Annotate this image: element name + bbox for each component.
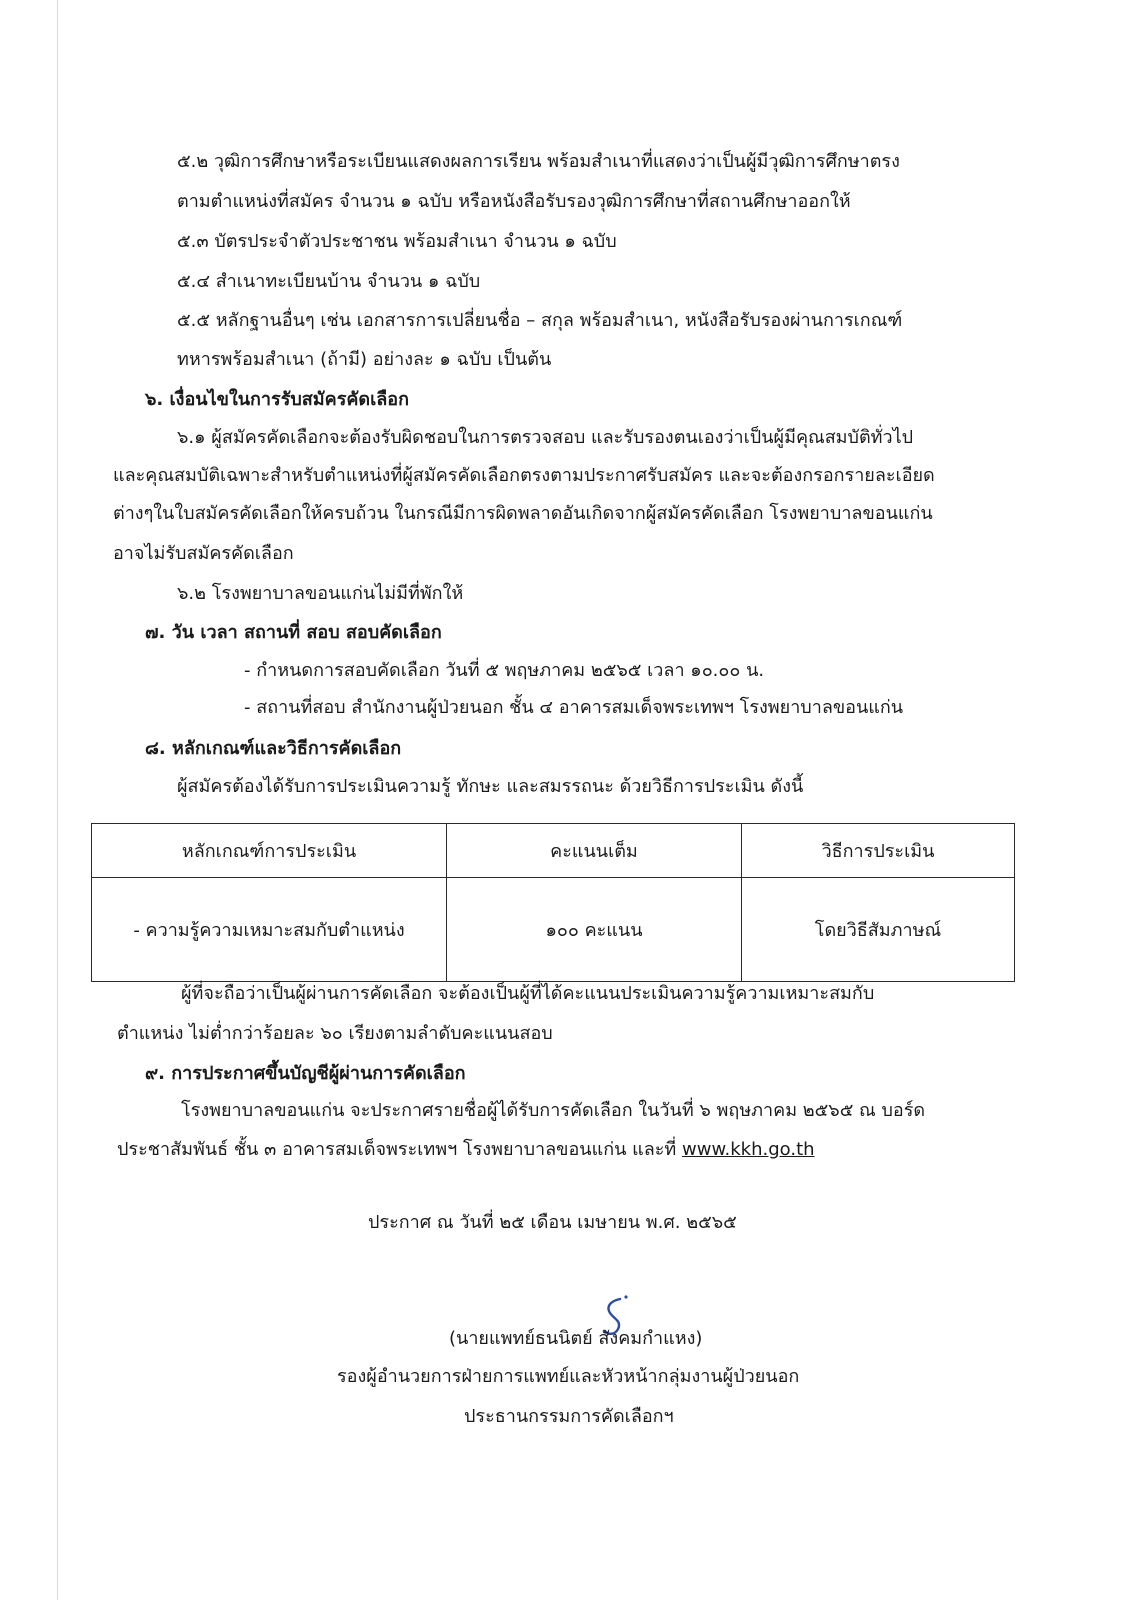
section-7-heading: ๗. วัน เวลา สถานที่ สอบ สอบคัดเลือก	[145, 622, 442, 643]
item-6-1-line-2: และคุณสมบัติเฉพาะสำหรับตำแหน่งที่ผู้สมัครคัดเลือกตรงตามประกาศรับสมัคร และจะต้องกรอกรายละเอียด	[113, 465, 935, 486]
table-header-row	[92, 824, 1015, 878]
website-link[interactable]: www.kkh.go.th	[682, 1139, 815, 1160]
item-5-3: ๕.๓ บัตรประจำตัวประชาชน พร้อมสำเนา จำนวน ๑ ฉบับ	[177, 231, 617, 252]
section-9-heading: ๙. การประกาศขึ้นบัญชีผู้ผ่านการคัดเลือก	[145, 1063, 466, 1084]
item-5-2-line-2: ตามตำแหน่งที่สมัคร จำนวน ๑ ฉบับ หรือหนังสือรับรองวุฒิการศึกษาที่สถานศึกษาออกให้	[177, 191, 851, 212]
item-5-2-line-1: ๕.๒ วุฒิการศึกษาหรือระเบียนแสดงผลการเรียน พร้อมสำเนาที่แสดงว่าเป็นผู้มีวุฒิการศึกษาตรง	[177, 151, 900, 172]
item-5-5-line-2: ทหารพร้อมสำเนา (ถ้ามี) อย่างละ ๑ ฉบับ เป็นต้น	[177, 349, 552, 370]
signatory-role: ประธานกรรมการคัดเลือกฯ	[464, 1406, 674, 1427]
assessment-intro: ผู้สมัครต้องได้รับการประเมินความรู้ ทักษะ และสมรรถนะ ด้วยวิธีการประเมิน ดังนี้	[177, 776, 804, 797]
scan-margin-line	[57, 0, 58, 1600]
signatory-position: รองผู้อำนวยการฝ่ายการแพทย์และหัวหน้ากลุ่มงานผู้ป่วยนอก	[337, 1366, 800, 1387]
cell-method: โดยวิธีสัมภาษณ์	[742, 878, 1015, 982]
announcement-line-2	[117, 1136, 815, 1164]
item-5-5-line-1: ๕.๕ หลักฐานอื่นๆ เช่น เอกสารการเปลี่ยนชื่อ – สกุล พร้อมสำเนา, หนังสือรับรองผ่านการเกณฑ์	[177, 310, 903, 331]
signatory-name: (นายแพทย์ธนนิตย์ สังคมกำแหง)	[449, 1328, 703, 1349]
exam-schedule: - กำหนดการสอบคัดเลือก วันที่ ๕ พฤษภาคม ๒๕๖๕ เวลา ๑๐.๐๐ น.	[244, 660, 765, 681]
header-method: วิธีการประเมิน	[742, 824, 1015, 878]
pass-criteria-line-1: ผู้ที่จะถือว่าเป็นผู้ผ่านการคัดเลือก จะต้องเป็นผู้ที่ได้คะแนนประเมินความรู้ความเหมาะสมกับ	[181, 983, 875, 1004]
cell-criteria: - ความรู้ความเหมาะสมกับตำแหน่ง	[92, 878, 447, 982]
item-6-1-line-3: ต่างๆในใบสมัครคัดเลือกให้ครบถ้วน ในกรณีมีการผิดพลาดอันเกิดจากผู้สมัครคัดเลือก โรงพยาบาลขอนแก่น	[113, 503, 933, 524]
item-6-2: ๖.๒ โรงพยาบาลขอนแก่นไม่มีที่พักให้	[177, 583, 464, 604]
pass-criteria-line-2: ตำแหน่ง ไม่ต่ำกว่าร้อยละ ๖๐ เรียงตามลำดับคะแนนสอบ	[117, 1023, 553, 1044]
section-6-heading: ๖. เงื่อนไขในการรับสมัครคัดเลือก	[145, 389, 409, 410]
announcement-line-1: โรงพยาบาลขอนแก่น จะประกาศรายชื่อผู้ได้รับการคัดเลือก ในวันที่ ๖ พฤษภาคม ๒๕๖๕ ณ บอร์ด	[181, 1100, 926, 1121]
exam-location: - สถานที่สอบ สำนักงานผู้ป่วยนอก ชั้น ๔ อาคารสมเด็จพระเทพฯ โรงพยาบาลขอนแก่น	[244, 697, 904, 718]
assessment-criteria-table	[91, 823, 1015, 982]
table-row	[92, 878, 1015, 982]
item-6-1-line-1: ๖.๑ ผู้สมัครคัดเลือกจะต้องรับผิดชอบในการตรวจสอบ และรับรองตนเองว่าเป็นผู้มีคุณสมบัติทั่วไป	[177, 427, 914, 448]
header-criteria: หลักเกณฑ์การประเมิน	[92, 824, 447, 878]
item-5-4: ๕.๔ สำเนาทะเบียนบ้าน จำนวน ๑ ฉบับ	[177, 271, 481, 292]
cell-full-score: ๑๐๐ คะแนน	[447, 878, 742, 982]
announce-date: ประกาศ ณ วันที่ ๒๕ เดือน เมษายน พ.ศ. ๒๕๖๕	[368, 1212, 737, 1233]
header-full-score: คะแนนเต็ม	[447, 824, 742, 878]
announcement-text: ประชาสัมพันธ์ ชั้น ๓ อาคารสมเด็จพระเทพฯ โรงพยาบาลขอนแก่น และที่	[117, 1139, 683, 1160]
item-6-1-line-4: อาจไม่รับสมัครคัดเลือก	[113, 543, 294, 564]
section-8-heading: ๘. หลักเกณฑ์และวิธีการคัดเลือก	[145, 738, 402, 759]
